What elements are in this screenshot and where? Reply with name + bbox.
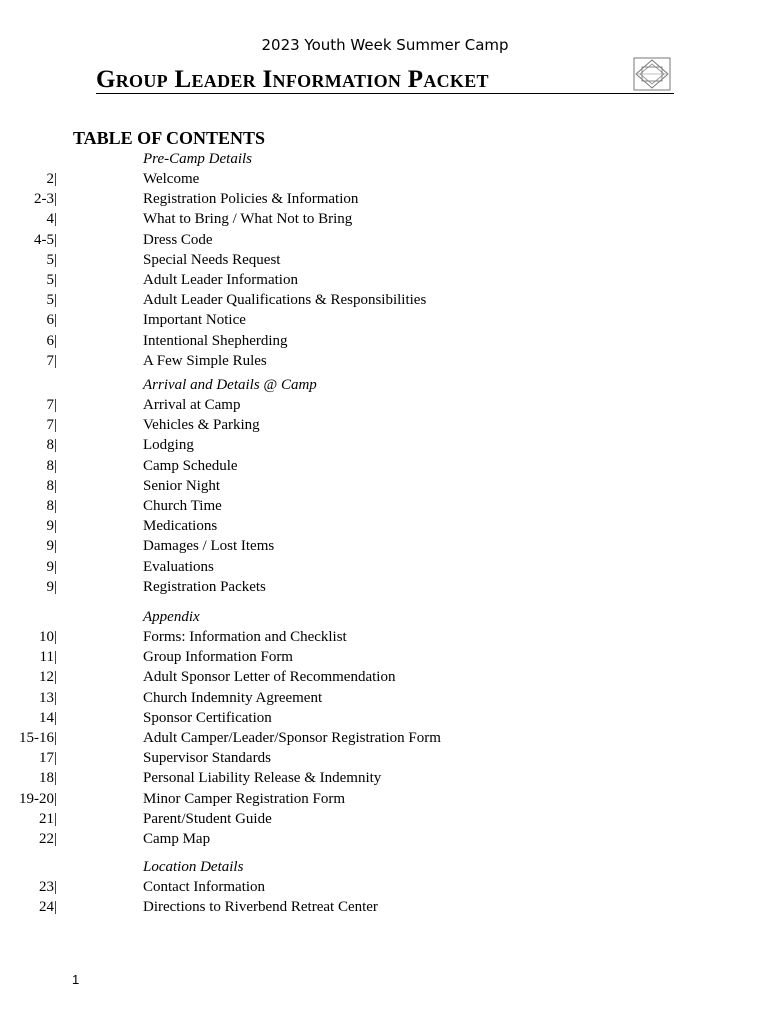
toc-entry-label: Parent/Student Guide	[143, 810, 272, 827]
toc-entry-page: 23|	[38, 879, 57, 895]
toc-entry-label: Arrival at Camp	[143, 397, 241, 413]
toc-entry-page: 8|	[46, 457, 57, 474]
toc-entry-page: 5|	[46, 251, 57, 268]
toc-entry-label: What to Bring / What Not to Bring	[143, 211, 353, 228]
toc-entry-label: Lodging	[143, 437, 194, 454]
toc-entry-label: Intentional Shepherding	[143, 332, 288, 349]
toc-section-title: Pre-Camp Details	[143, 151, 253, 167]
toc-entry[interactable]	[0, 538, 700, 558]
toc-entry-label: Dress Code	[143, 231, 213, 248]
toc-entry-page: 19-20|	[19, 790, 57, 807]
toc-entry-page: 14|	[38, 709, 57, 726]
toc-entry-page: 7|	[46, 397, 57, 413]
toc-entry[interactable]	[0, 353, 700, 373]
toc-entry-label: Special Needs Request	[143, 251, 281, 268]
toc-entry-page: 5|	[46, 292, 57, 309]
toc-entry-label: Important Notice	[143, 312, 246, 329]
toc-entry-label: Adult Leader Qualifications & Responsibilities	[143, 292, 427, 309]
toc-entry[interactable]	[0, 579, 700, 599]
toc-entry-page: 8|	[46, 477, 57, 494]
toc-entry[interactable]	[0, 417, 700, 437]
toc-entry-label: Senior Night	[143, 477, 221, 494]
toc-entry[interactable]	[0, 232, 700, 252]
toc-entry-label: Adult Camper/Leader/Sponsor Registration Form	[143, 730, 441, 746]
toc-entry-page: 7|	[46, 352, 57, 369]
toc-entry[interactable]	[0, 811, 700, 831]
toc-entry-label: Supervisor Standards	[143, 750, 271, 767]
toc-entry[interactable]	[0, 191, 700, 211]
toc-entry-label: Minor Camper Registration Form	[143, 790, 346, 807]
toc-entry-label: Church Indemnity Agreement	[143, 689, 323, 706]
toc-entry-page: 24|	[38, 899, 57, 916]
toc-entry[interactable]	[0, 272, 700, 292]
toc-entry-page: 4-5|	[34, 231, 57, 248]
toc-entry[interactable]	[0, 211, 700, 231]
toc-entry-label: Contact Information	[143, 879, 266, 895]
toc-entry-page: 11|	[39, 649, 57, 666]
toc-entry-page: 5|	[46, 272, 57, 288]
toc-entry-page: 9|	[46, 538, 57, 555]
toc-entry-label: Adult Sponsor Letter of Recommendation	[143, 669, 396, 686]
toc-entry[interactable]	[0, 397, 700, 417]
toc-entry[interactable]	[0, 518, 700, 538]
toc-entry-label: Church Time	[143, 498, 222, 514]
toc-entry[interactable]	[0, 669, 700, 689]
toc-entry-label: Adult Leader Information	[143, 272, 298, 288]
toc-entry[interactable]	[0, 498, 700, 518]
toc-entry-label: Vehicles & Parking	[143, 417, 260, 434]
toc-entry-page: 6|	[46, 332, 57, 349]
camp-title: 2023 Youth Week Summer Camp	[261, 36, 509, 54]
toc-entry-label: Evaluations	[143, 558, 214, 575]
toc-entry[interactable]	[0, 649, 700, 669]
toc-entry[interactable]	[0, 292, 700, 312]
toc-entry-label: Directions to Riverbend Retreat Center	[143, 899, 378, 916]
toc-entry-page: 4|	[46, 211, 57, 228]
toc-entry[interactable]	[0, 750, 700, 770]
toc-entry-label: Sponsor Certification	[143, 709, 272, 726]
toc-entry-label: A Few Simple Rules	[143, 352, 267, 369]
toc-entry-label: Welcome	[143, 171, 200, 187]
toc-entry[interactable]	[0, 791, 700, 811]
toc-entry-label: Medications	[143, 518, 218, 535]
toc-entry[interactable]	[0, 879, 700, 899]
toc-entry-label: Damages / Lost Items	[143, 538, 275, 555]
toc-heading: TABLE OF CONTENTS	[73, 128, 266, 148]
toc-entry-page: 18|	[38, 770, 57, 787]
toc-entry[interactable]	[0, 899, 700, 919]
toc-entry-page: 10|	[38, 629, 57, 645]
toc-entry[interactable]	[0, 629, 700, 649]
toc-entry-page: 2|	[46, 171, 57, 187]
toc-entry-page: 22|	[38, 831, 57, 847]
toc-entry[interactable]	[0, 730, 700, 750]
toc-entry-label: Forms: Information and Checklist	[143, 629, 347, 645]
toc-entry[interactable]	[0, 437, 700, 457]
toc-entry-page: 9|	[46, 578, 57, 595]
toc-entry-page: 21|	[38, 810, 57, 827]
toc-entry-page: 12|	[38, 669, 57, 686]
toc-entry-label: Group Information Form	[143, 649, 293, 666]
toc-entry[interactable]	[0, 831, 700, 851]
toc-entry-page: 17|	[38, 750, 57, 767]
toc-entry-page: 7|	[46, 417, 57, 434]
toc-entry[interactable]	[0, 559, 700, 579]
toc-entry-page: 2-3|	[34, 191, 57, 208]
toc-entry[interactable]	[0, 710, 700, 730]
toc-entry-page: 9|	[46, 518, 57, 535]
toc-section-title: Location Details	[143, 859, 244, 875]
toc-entry-label: Personal Liability Release & Indemnity	[143, 770, 382, 787]
toc-section-title: Arrival and Details @ Camp	[143, 377, 317, 393]
toc-entry[interactable]	[0, 770, 700, 790]
toc-entry[interactable]	[0, 333, 700, 353]
page-number: 1	[72, 972, 80, 987]
packet-title: Group Leader Information Packet	[96, 66, 489, 93]
toc-entry[interactable]	[0, 252, 700, 272]
toc-entry-page: 9|	[46, 558, 57, 575]
toc-entry-label: Camp Schedule	[143, 457, 238, 474]
toc-entry[interactable]	[0, 690, 700, 710]
toc-entry-page: 8|	[46, 498, 57, 514]
toc-entry-label: Camp Map	[143, 831, 211, 847]
toc-entry-page: 6|	[46, 312, 57, 329]
toc-entry[interactable]	[0, 312, 700, 332]
toc-entry[interactable]	[0, 171, 700, 191]
toc-entry[interactable]	[0, 478, 700, 498]
toc-entry-page: 8|	[46, 437, 57, 454]
toc-section-title: Appendix	[143, 609, 200, 625]
toc-entry-label: Registration Policies & Information	[143, 191, 359, 208]
toc-entry-page: 13|	[38, 689, 57, 706]
toc-entry-label: Registration Packets	[143, 578, 266, 595]
toc-entry[interactable]	[0, 458, 700, 478]
toc-entry-page: 15-16|	[19, 730, 57, 746]
